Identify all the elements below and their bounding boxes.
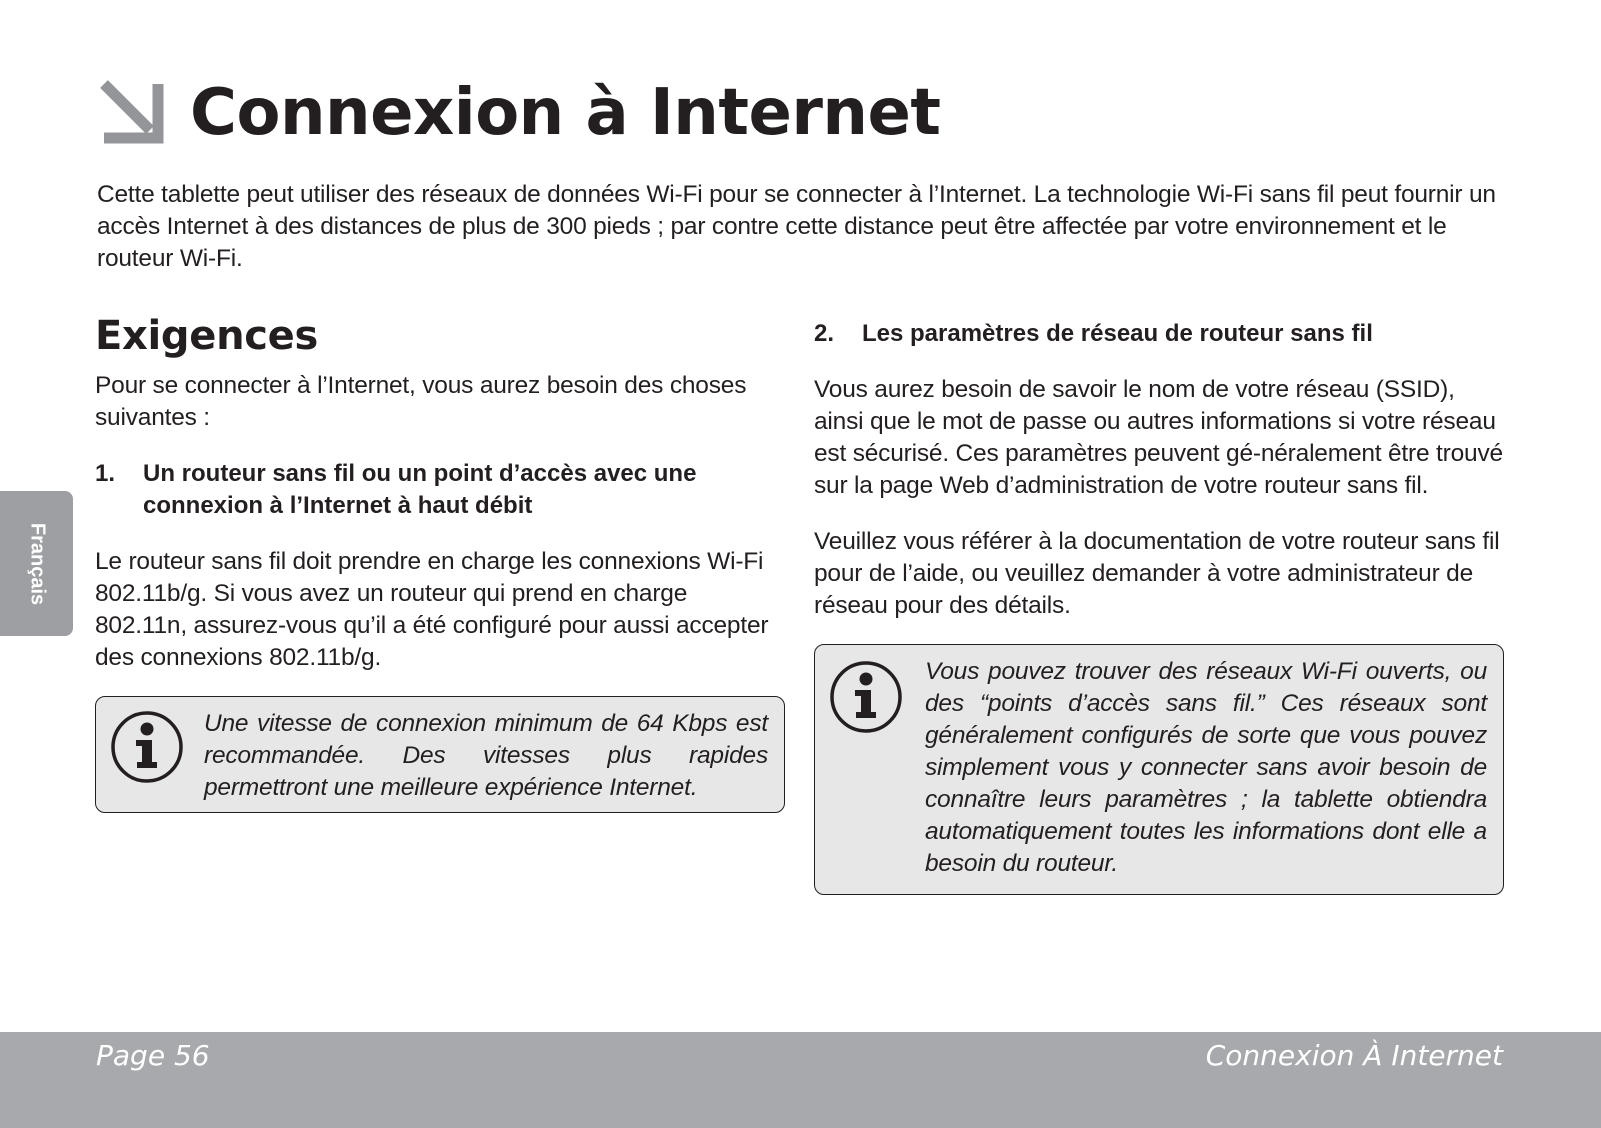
left-column	[95, 300, 785, 813]
page-title: Connexion à Internet	[190, 76, 941, 150]
right-column	[814, 300, 1504, 895]
documentation-paragraph: Veuillez vous référer à la documentation de votre routeur sans fil pour de l’aide, ou veuillez demander à votre administrateur de réseau pour des détails.	[814, 528, 1500, 619]
requirements-intro: Pour se connecter à l’Internet, vous aurez besoin des choses suivantes :	[95, 372, 747, 431]
note-box	[814, 644, 1504, 895]
item-number: 1.	[95, 460, 116, 487]
title-row	[96, 76, 941, 150]
requirement-item-2	[814, 318, 1504, 350]
intro-paragraph: Cette tablette peut utiliser des réseaux de données Wi-Fi pour se connecter à l’Internet. La technologie Wi-Fi sans fil peut fournir un accès Internet à des distances de plus de 300 pieds ; par contre cette distance peut être affectée par votre environnement et le routeur Wi-Fi.	[97, 181, 1496, 272]
note-text: Vous pouvez trouver des réseaux Wi-Fi ouverts, ou des “points d’accès sans fil.” Ces réseaux sont généralement configurés de sorte que vous pouvez simplement vous y connecter sans avoir besoin de connaître leurs paramètres ; la tablette obtiendra automatiquement toutes les informations dont elle a besoin du routeur.	[925, 658, 1487, 877]
footer	[0, 1032, 1601, 1128]
requirement-item-1	[95, 458, 785, 522]
language-tab-label: Français	[26, 522, 48, 605]
info-icon	[829, 660, 903, 734]
router-paragraph: Le routeur sans fil doit prendre en charge les connexions Wi-Fi 802.11b/g. Si vous avez un routeur qui prend en charge 802.11n, assurez-vous qu’il a été configuré pour aussi accepter des connexions 802.11b/g.	[95, 548, 769, 671]
note-box	[95, 696, 785, 813]
info-icon	[110, 710, 184, 784]
note-text: Une vitesse de connexion minimum de 64 Kbps est recommandée. Des vitesses plus rapides permettront une meilleure expérience Internet.	[204, 710, 768, 801]
footer-section-title: Connexion À Internet	[1205, 1039, 1503, 1072]
arrow-down-right-icon	[96, 76, 166, 146]
network-settings-paragraph: Vous aurez besoin de savoir le nom de votre réseau (SSID), ainsi que le mot de passe ou autres informations si votre réseau est sécurisé. Ces paramètres peuvent gé-néralement être trouvé sur la page Web d’administration de votre routeur sans fil.	[814, 376, 1503, 499]
item-text: Un routeur sans fil ou un point d’accès avec une connexion à l’Internet à haut débit	[143, 460, 697, 519]
item-text: Les paramètres de réseau de routeur sans fil	[862, 320, 1373, 347]
section-heading: Exigences	[95, 313, 319, 359]
language-tab	[0, 491, 73, 636]
page-number: Page 56	[96, 1039, 210, 1072]
item-number: 2.	[814, 320, 835, 347]
